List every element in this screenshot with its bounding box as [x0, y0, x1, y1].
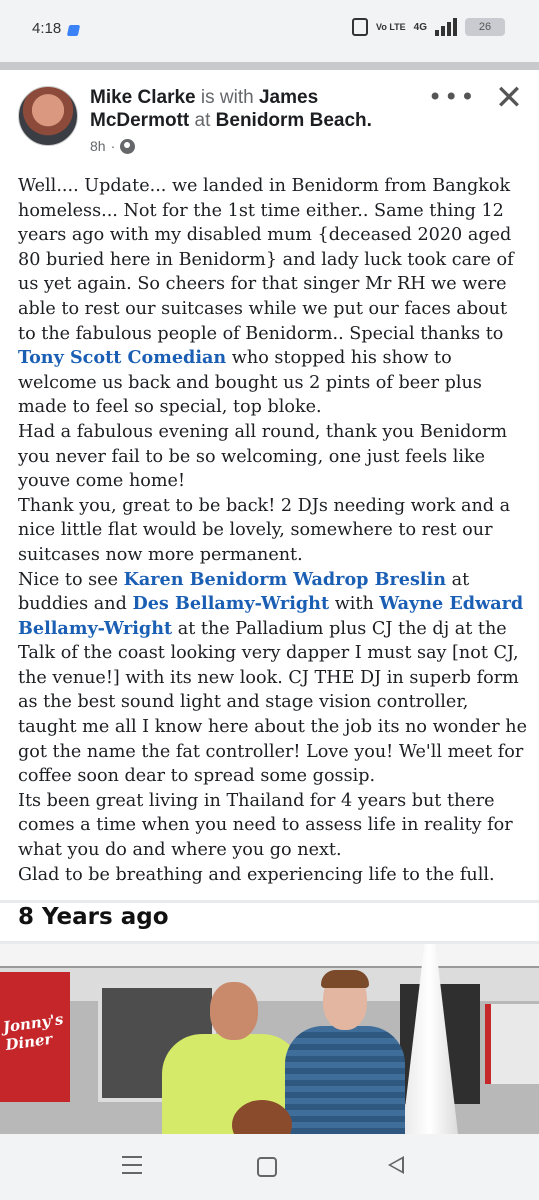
memory-title: 8 Years ago — [18, 904, 169, 930]
author-name[interactable]: Mike Clarke — [90, 87, 196, 108]
volte-label: Vo LTE — [375, 21, 406, 32]
awning — [0, 944, 539, 968]
person-right — [285, 972, 405, 1134]
post-header: Mike Clarke is with James McDermott at Benidorm Beach. — [90, 87, 372, 131]
back-icon[interactable] — [388, 1156, 404, 1174]
post-paragraph — [18, 789, 530, 863]
post-meta — [90, 138, 135, 154]
post-text: Well.... Update... we landed in Benidorm from Bangkok homeless... Not for the 1st time either.. Same thing 12 years ago with my disabled mum {deceased 2020 aged 80 buried here in Benidorm} and lady luck took care of us yet again. So cheers for that singer Mr RH we were able to rest our suitcases while we put our faces about to the fabulous people of Benidorm.. Special thanks to — [18, 176, 514, 344]
close-icon[interactable]: ✕ — [494, 78, 524, 118]
divider — [0, 62, 539, 70]
tagged-person-link[interactable]: Des Bellamy-Wright — [132, 593, 330, 615]
post-time[interactable]: 8h — [90, 138, 106, 154]
status-time: 4:18 — [32, 20, 62, 37]
post-paragraph — [18, 863, 530, 888]
post-text: with — [329, 594, 380, 615]
post-text: Thank you, great to be back! 2 DJs needing work and a nice little flat would be lovely, somewhere to rest our suitcases now more permanent. — [18, 495, 511, 565]
status-icons — [352, 18, 505, 36]
post-text: at buddies and — [18, 569, 470, 615]
signal-icon — [435, 18, 457, 36]
post-body — [18, 174, 530, 887]
post-text: Nice to see — [18, 569, 124, 590]
tagged-name[interactable]: James McDermott — [90, 87, 319, 131]
recent-apps-icon[interactable] — [122, 1156, 142, 1174]
location-name[interactable]: Benidorm Beach — [215, 110, 367, 131]
post-text: Glad to be breathing and experiencing life to the full. — [18, 864, 495, 885]
home-icon[interactable] — [257, 1157, 277, 1177]
post-text: who stopped his show to welcome us back and bought us 2 pints of beer plus made to feel so special, top bloke. — [18, 348, 482, 418]
memory-photo[interactable] — [0, 944, 539, 1134]
tagged-person-link[interactable]: Tony Scott Comedian — [18, 347, 227, 369]
status-bar — [0, 0, 539, 62]
tagged-person-link[interactable]: Wayne Edward Bellamy-Wright — [18, 593, 524, 639]
diner-sign — [0, 972, 70, 1102]
avatar[interactable] — [18, 86, 78, 146]
meta-separator: · — [110, 138, 116, 154]
post-paragraph — [18, 420, 530, 494]
side-sign — [485, 1004, 539, 1084]
diner-sign-text: Jonny's Diner — [1, 1010, 65, 1055]
post-text: at the Palladium plus CJ the dj at the Talk of the coast looking very dapper I must say [not CJ, the venue!] with its new look. CJ THE DJ in superb form as the best sound light and stage vision controller, taught me all I know here about the job its no wonder he got the name the fat controller! Love you! We'll meet for coffee soon dear to spread some gossip. — [18, 618, 527, 787]
tagged-person-link[interactable]: Karen Benidorm Wadrop Breslin — [123, 568, 447, 590]
at-text: at — [194, 110, 211, 131]
network-label: 4G — [413, 21, 427, 33]
post-text: Had a fabulous evening all round, thank you Benidorm you never fail to be so welcoming, one just feels like youve come home! — [18, 421, 508, 492]
vibrate-icon — [352, 18, 368, 36]
post-paragraph — [18, 174, 530, 420]
globe-icon — [120, 139, 135, 154]
with-text: is with — [200, 87, 254, 108]
notification-icon — [67, 25, 80, 36]
post-text: Its been great living in Thailand for 4 years but there comes a time when you need to assess life in reality for what you do and where you go next. — [18, 790, 513, 861]
post-paragraph — [18, 494, 530, 568]
more-options-icon[interactable]: ••• — [428, 83, 477, 111]
post-paragraph — [18, 568, 530, 789]
battery-icon: 26 — [465, 18, 505, 36]
